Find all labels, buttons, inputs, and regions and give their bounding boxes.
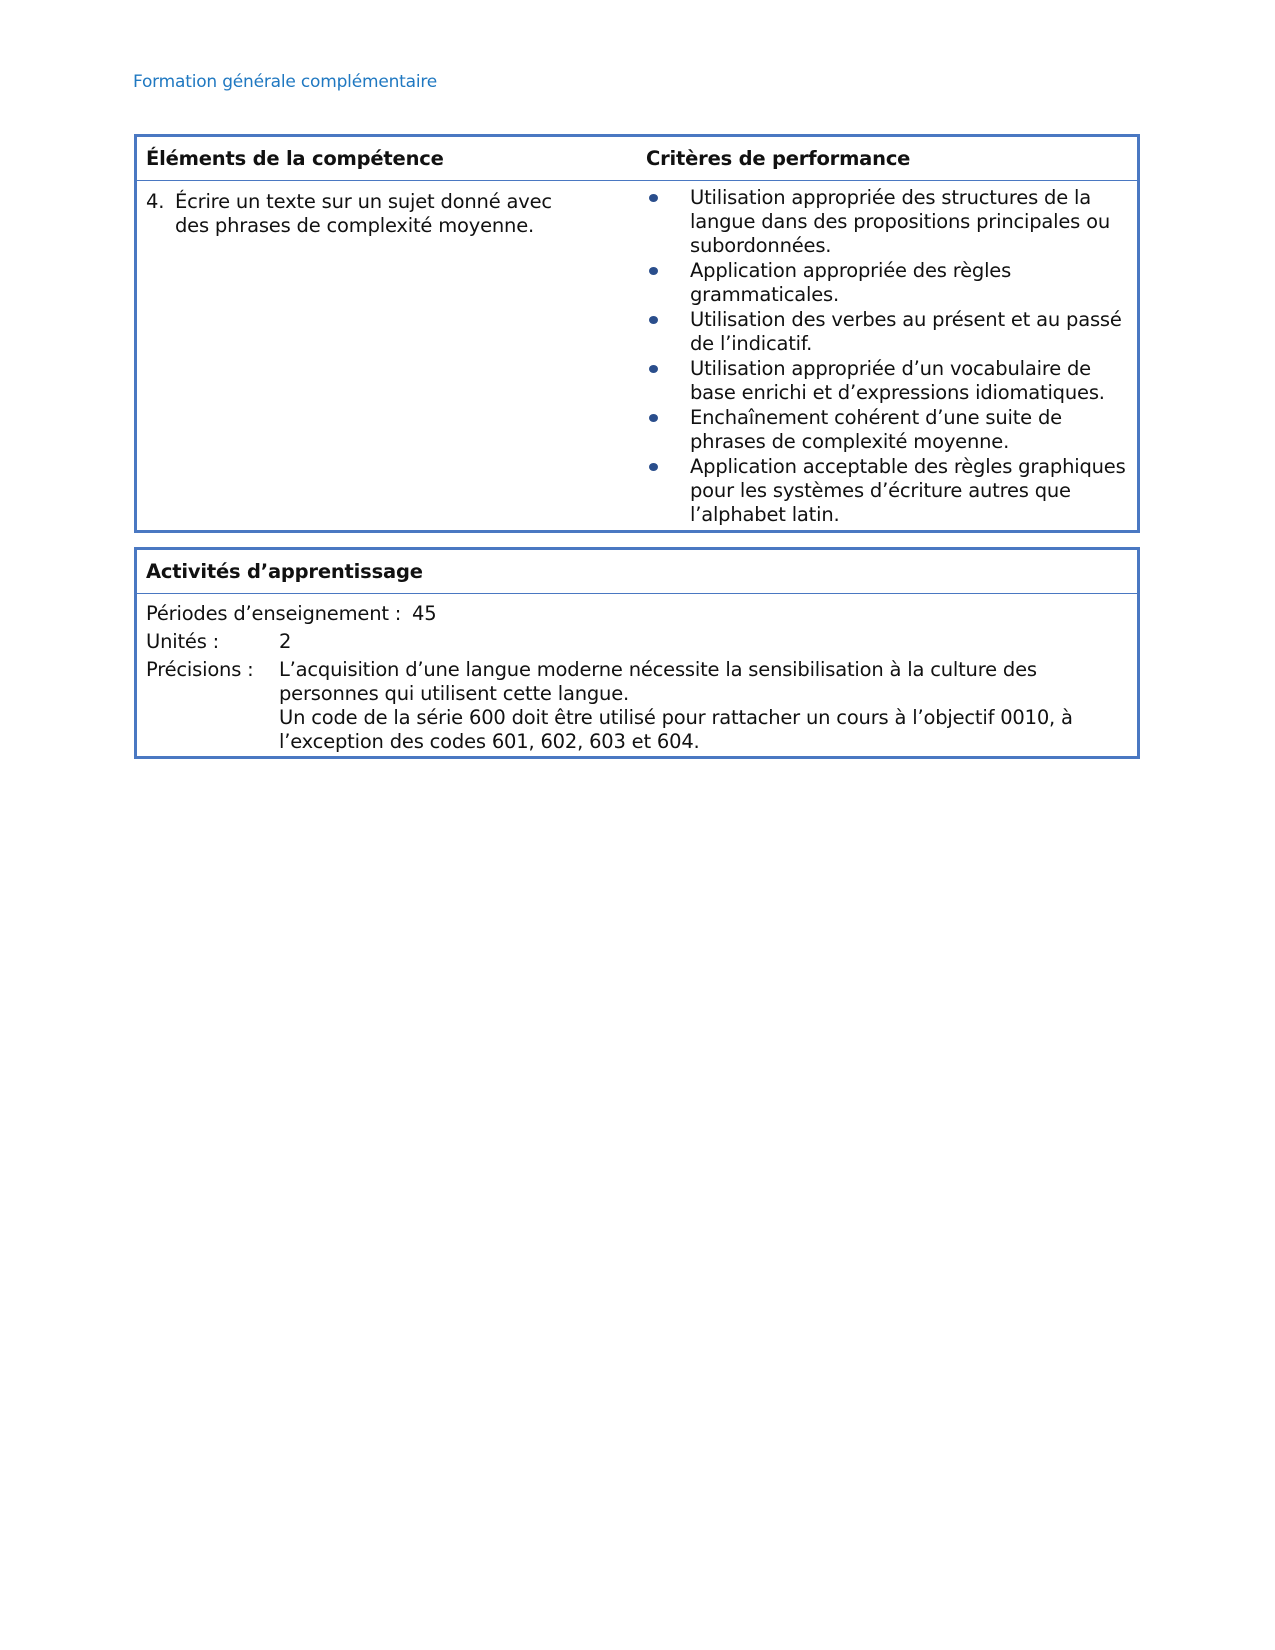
bullet-icon bbox=[649, 463, 658, 471]
activities-title: Activités d’apprentissage bbox=[146, 560, 423, 583]
precisions-text bbox=[279, 658, 1127, 754]
competence-table bbox=[134, 134, 1140, 533]
periodes-value: 45 bbox=[412, 602, 437, 625]
precisions-paragraph-2: Un code de la série 600 doit être utilisé pour rattacher un cours à l’objectif 0010, à l’exception des codes 601, 602, 603 et 604. bbox=[279, 706, 1073, 753]
criteria-item bbox=[646, 308, 1126, 356]
precisions-row bbox=[146, 658, 1127, 754]
criteria-list bbox=[646, 186, 1126, 528]
element-text: Écrire un texte sur un sujet donné avec des phrases de complexité moyenne. bbox=[175, 190, 552, 237]
activities-details bbox=[146, 602, 1127, 758]
competence-table-header bbox=[137, 137, 1137, 181]
bullet-icon bbox=[649, 414, 658, 422]
running-header: Formation générale complémentaire bbox=[133, 72, 438, 92]
criteria-text: Utilisation des verbes au présent et au passé de l’indicatif. bbox=[690, 308, 1122, 355]
periodes-label: Périodes d’enseignement : bbox=[146, 602, 402, 625]
criteria-text: Utilisation appropriée d’un vocabulaire de base enrichi et d’expressions idiomatiques. bbox=[690, 357, 1105, 404]
column-header-elements: Éléments de la compétence bbox=[146, 147, 444, 170]
criteria-text: Application appropriée des règles grammaticales. bbox=[690, 259, 1012, 306]
unites-row bbox=[146, 630, 1127, 654]
activities-header bbox=[137, 550, 1137, 594]
element-number: 4. bbox=[146, 190, 165, 213]
periodes-row bbox=[146, 602, 1127, 626]
bullet-icon bbox=[649, 365, 658, 373]
precisions-label: Précisions : bbox=[146, 658, 254, 681]
criteria-item bbox=[646, 455, 1126, 527]
criteria-item bbox=[646, 186, 1126, 258]
unites-value: 2 bbox=[279, 630, 292, 653]
criteria-item bbox=[646, 406, 1126, 454]
precisions-paragraph-1: L’acquisition d’une langue moderne nécessite la sensibilisation à la culture des personnes qui utilisent cette langue. bbox=[279, 658, 1037, 705]
criteria-item bbox=[646, 259, 1126, 307]
unites-label: Unités : bbox=[146, 630, 220, 653]
column-header-criteres: Critères de performance bbox=[646, 147, 911, 170]
activities-table bbox=[134, 547, 1140, 759]
criteria-text: Application acceptable des règles graphiques pour les systèmes d’écriture autres que l’alphabet latin. bbox=[690, 455, 1126, 526]
bullet-icon bbox=[649, 316, 658, 324]
competence-element bbox=[146, 190, 586, 238]
bullet-icon bbox=[649, 194, 658, 202]
criteria-item bbox=[646, 357, 1126, 405]
criteria-text: Utilisation appropriée des structures de la langue dans des propositions principales ou subordonnées. bbox=[690, 186, 1111, 257]
criteria-text: Enchaînement cohérent d’une suite de phrases de complexité moyenne. bbox=[690, 406, 1062, 453]
bullet-icon bbox=[649, 267, 658, 275]
